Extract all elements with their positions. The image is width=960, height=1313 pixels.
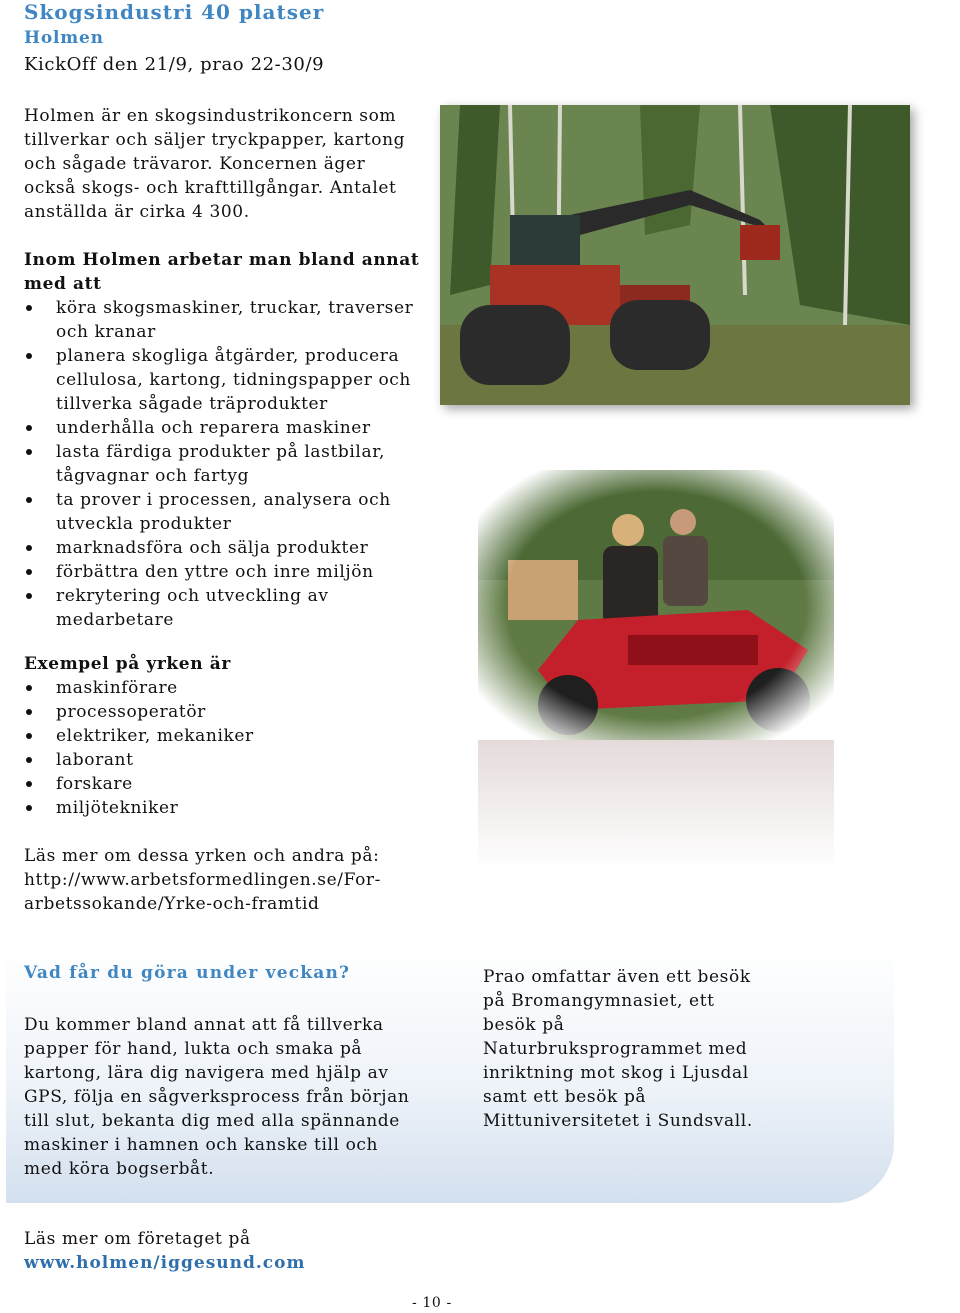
job-item: laborant (24, 748, 444, 772)
task-item-line: planera skogliga åtgärder, producera (56, 346, 400, 366)
task-item-line: medarbetare (56, 610, 175, 630)
text-line: och sågade trävaror. Koncernen äger (24, 154, 366, 174)
task-item-line: förbättra den yttre och inre miljön (56, 562, 374, 582)
task-item-line: ta prover i processen, analysera och (56, 490, 391, 510)
task-item-line: köra skogsmaskiner, truckar, traverser (56, 298, 414, 318)
task-item (24, 536, 444, 560)
atv-illustration (478, 470, 834, 740)
text-line: på Bromangymnasiet, ett (483, 991, 715, 1011)
text-line: arbetssokande/Yrke-och-framtid (24, 894, 320, 914)
task-item (24, 488, 444, 536)
task-item-line: tågvagnar och fartyg (56, 466, 250, 486)
kickoff-dates: KickOff den 21/9, prao 22-30/9 (24, 54, 325, 75)
task-item-line: lasta färdiga produkter på lastbilar, (56, 442, 386, 462)
week-left-paragraph (24, 1013, 444, 1181)
text-line: med att (24, 274, 102, 294)
forest-harvester-photo (440, 105, 910, 405)
job-item: miljötekniker (24, 796, 444, 820)
text-line: Naturbruksprogrammet med (483, 1039, 748, 1059)
job-item: forskare (24, 772, 444, 796)
text-line: http://www.arbetsformedlingen.se/For- (24, 870, 381, 890)
page-number: - 10 - (412, 1295, 452, 1311)
week-title: Vad får du göra under veckan? (24, 963, 351, 983)
text-line: GPS, följa en sågverksprocess från början (24, 1087, 410, 1107)
job-item: processoperatör (24, 700, 444, 724)
text-line: Inom Holmen arbetar man bland annat (24, 250, 420, 270)
text-line: Du kommer bland annat att få tillverka (24, 1015, 384, 1035)
text-line: inriktning mot skog i Ljusdal (483, 1063, 749, 1083)
tasks-heading (24, 248, 444, 296)
atv-riders-photo (478, 470, 834, 740)
read-more-company: Läs mer om företaget på (24, 1229, 251, 1249)
text-line: maskiner i hamnen och kanske till och (24, 1135, 379, 1155)
company-website-link[interactable]: www.holmen/iggesund.com (24, 1253, 306, 1273)
page-title: Skogsindustri 40 platser (24, 0, 325, 24)
company-name: Holmen (24, 28, 104, 48)
week-right-paragraph (483, 965, 843, 1133)
text-line: till slut, bekanta dig med alla spännande (24, 1111, 400, 1131)
task-item (24, 296, 444, 344)
task-item-line: utveckla produkter (56, 514, 232, 534)
text-line: Prao omfattar även ett besök (483, 967, 751, 987)
text-line: tillverkar och säljer tryckpapper, kartong (24, 130, 406, 150)
read-more-paragraph (24, 844, 444, 916)
task-item-line: och kranar (56, 322, 156, 342)
text-line: anställda är cirka 4 300. (24, 202, 250, 222)
text-line: med köra bogserbåt. (24, 1159, 215, 1179)
jobs-list (24, 676, 444, 820)
text-line: samt ett besök på (483, 1087, 647, 1107)
text-line: papper för hand, lukta och smaka på (24, 1039, 363, 1059)
task-item-line: cellulosa, kartong, tidningspapper och (56, 370, 411, 390)
task-item (24, 584, 444, 632)
text-line: också skogs- och krafttillgångar. Antalet (24, 178, 397, 198)
job-item: elektriker, mekaniker (24, 724, 444, 748)
task-item (24, 560, 444, 584)
task-item (24, 344, 444, 416)
task-item-line: tillverka sågade träprodukter (56, 394, 328, 414)
task-item (24, 440, 444, 488)
tasks-section (24, 248, 444, 632)
atv-photo-reflection (478, 740, 834, 870)
job-item: maskinförare (24, 676, 444, 700)
text-line: kartong, lära dig navigera med hjälp av (24, 1063, 389, 1083)
tasks-list (24, 296, 444, 632)
text-line: besök på (483, 1015, 565, 1035)
jobs-section (24, 652, 444, 820)
task-item-line: marknadsföra och sälja produkter (56, 538, 369, 558)
text-line: Läs mer om dessa yrken och andra på: (24, 846, 380, 866)
jobs-heading: Exempel på yrken är (24, 654, 231, 674)
text-line: Mittuniversitetet i Sundsvall. (483, 1111, 753, 1131)
task-item-line: underhålla och reparera maskiner (56, 418, 371, 438)
harvester-illustration (440, 105, 910, 405)
text-line: Holmen är en skogsindustrikoncern som (24, 106, 397, 126)
task-item (24, 416, 444, 440)
intro-paragraph (24, 104, 434, 224)
task-item-line: rekrytering och utveckling av (56, 586, 329, 606)
